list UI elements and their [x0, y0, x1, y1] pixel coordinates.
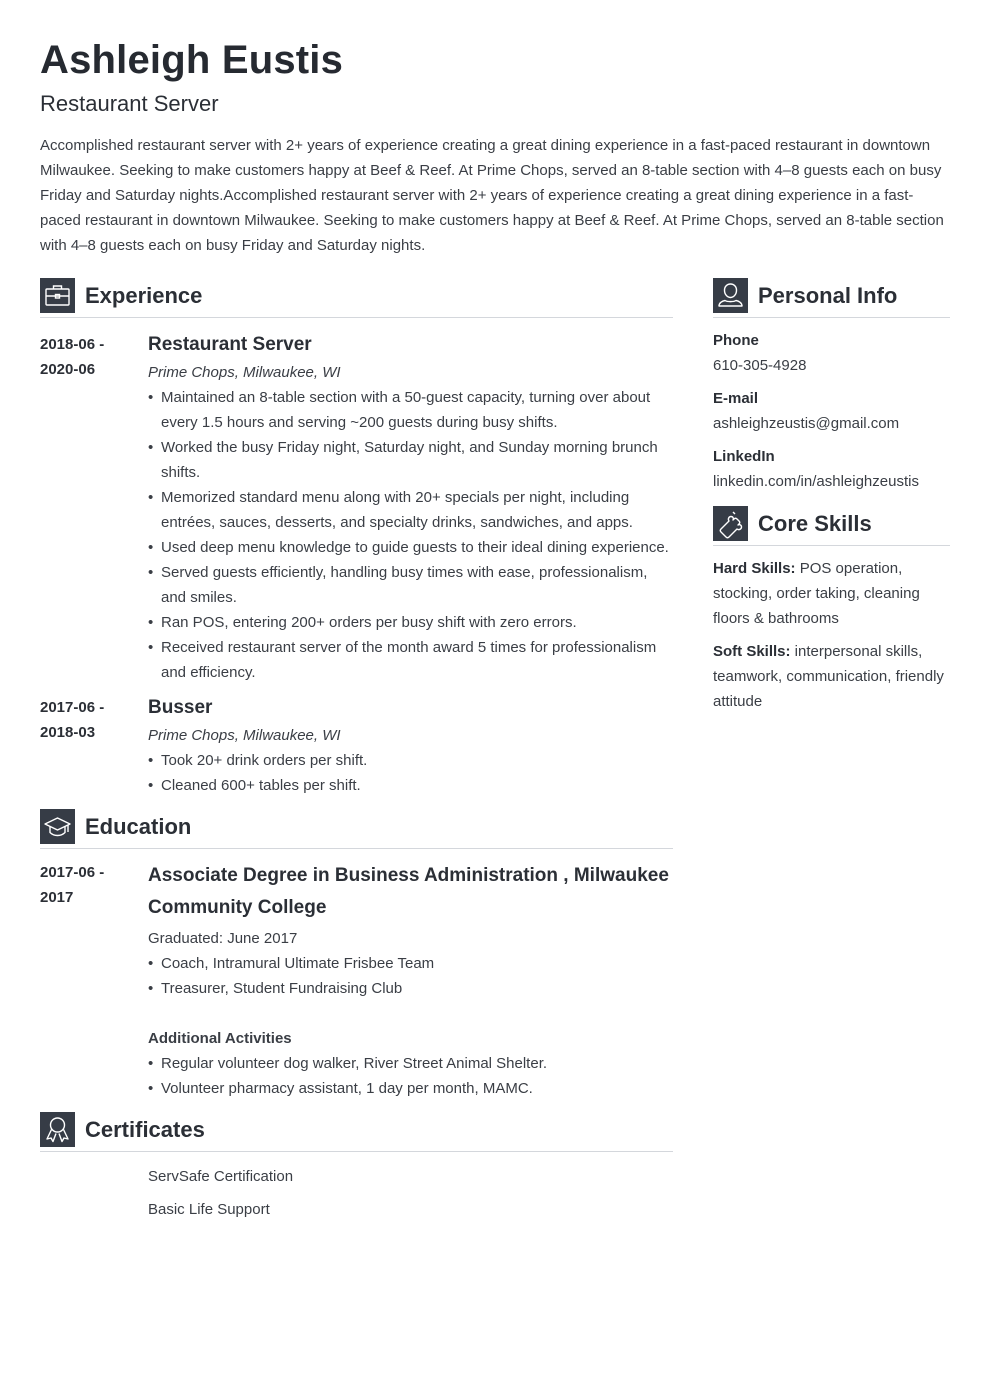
list-item: • Maintained an 8-table section with a 50-guest capacity, turning over about every 1.5 hours and serving ~200 guests during busy shifts.: [148, 385, 673, 435]
core-skills-section-header: [713, 506, 950, 546]
award-ribbon-icon: [40, 1112, 75, 1147]
list-item: • Took 20+ drink orders per shift.: [148, 748, 673, 773]
personal-info-list: [713, 328, 950, 494]
additional-activities-heading: Additional Activities: [148, 1030, 292, 1047]
education-heading: Education: [85, 814, 192, 839]
phone-label: Phone: [713, 332, 759, 349]
personal-info-heading: Personal Info: [758, 283, 898, 308]
soft-skills-value: interpersonal skills, teamwork, communication, friendly attitude: [713, 643, 944, 710]
left-column: [40, 278, 673, 1230]
education-dates: [40, 860, 140, 910]
list-item: • Regular volunteer dog walker, River Street Animal Shelter.: [148, 1051, 673, 1076]
job-entry: [40, 332, 673, 685]
core-skills-heading: Core Skills: [758, 511, 872, 536]
job-dates: [40, 695, 140, 745]
hard-skills-label: Hard Skills:: [713, 560, 796, 577]
job-role: Restaurant Server: [148, 334, 312, 355]
hard-skills-value: POS operation, stocking, order taking, cleaning floors & bathrooms: [713, 560, 920, 627]
graduation-cap-icon: [40, 809, 75, 844]
soft-skills: [713, 639, 950, 714]
education-date-start: 2017-06 -: [40, 864, 105, 881]
personal-info-section-header: [713, 278, 950, 318]
education-date-end: 2017: [40, 889, 74, 906]
right-column: [713, 278, 950, 722]
certificate-item: ServSafe Certification: [148, 1168, 294, 1185]
list-item: • Cleaned 600+ tables per shift.: [148, 773, 673, 798]
job-entry: [40, 695, 673, 798]
hard-skills: [713, 556, 950, 631]
list-item: • Worked the busy Friday night, Saturday night, and Sunday morning brunch shifts.: [148, 435, 673, 485]
list-item: • Served guests efficiently, handling busy times with ease, professionalism, and smiles.: [148, 560, 673, 610]
education-bullets: [148, 951, 673, 1001]
job-date-start: 2017-06 -: [40, 699, 105, 716]
briefcase-icon: [40, 278, 75, 313]
puzzle-piece-icon: [713, 506, 748, 541]
additional-activities-bullets: [148, 1051, 673, 1101]
certificates-heading: Certificates: [85, 1117, 205, 1142]
job-dates: [40, 332, 140, 382]
phone-value: 610-305-4928: [713, 357, 807, 374]
experience-section-header: [40, 278, 673, 318]
job-date-end: 2018-03: [40, 724, 96, 741]
job-company: Prime Chops, Milwaukee, WI: [148, 727, 341, 744]
summary-paragraph: Accomplished restaurant server with 2+ years of experience creating a great dining experience in a fast-paced restaurant in downtown Milwaukee. Seeking to make customers happy at Beef & Reef. At Prime Chops, served an 8-table section with 4–8 guests each on busy Friday and Saturday nights.Accomplished restaurant server with 2+ years of experience creating a great dining experience in a fast-paced restaurant in downtown Milwaukee. Seeking to make customers happy at Beef & Reef. At Prime Chops, served an 8-table section with 4–8 guests each on busy Friday and Saturday nights.: [40, 137, 944, 254]
job-company: Prime Chops, Milwaukee, WI: [148, 364, 341, 381]
linkedin-label: LinkedIn: [713, 448, 775, 465]
email-value: ashleighzeustis@gmail.com: [713, 415, 900, 432]
graduation-date: Graduated: June 2017: [148, 930, 298, 947]
candidate-name: Ashleigh Eustis: [40, 38, 344, 82]
certificates-list: [40, 1164, 673, 1222]
experience-heading: Experience: [85, 283, 203, 308]
core-skills-list: [713, 556, 950, 714]
list-item: • Treasurer, Student Fundraising Club: [148, 976, 673, 1001]
list-item: • Volunteer pharmacy assistant, 1 day per month, MAMC.: [148, 1076, 673, 1101]
list-item: • Ran POS, entering 200+ orders per busy shift with zero errors.: [148, 610, 673, 635]
job-date-end: 2020-06: [40, 361, 96, 378]
job-date-start: 2018-06 -: [40, 336, 105, 353]
linkedin-value: linkedin.com/in/ashleighzeustis: [713, 473, 919, 490]
education-section-header: [40, 809, 673, 849]
list-item: • Used deep menu knowledge to guide guests to their ideal dining experience.: [148, 535, 673, 560]
job-bullets: [148, 385, 673, 685]
candidate-title: Restaurant Server: [40, 91, 219, 116]
person-icon: [713, 278, 748, 313]
list-item: • Coach, Intramural Ultimate Frisbee Team: [148, 951, 673, 976]
list-item: • Received restaurant server of the month award 5 times for professionalism and efficiency.: [148, 635, 673, 685]
education-entry: [40, 860, 673, 1101]
job-role: Busser: [148, 697, 213, 718]
certificates-section-header: [40, 1112, 673, 1152]
email-label: E-mail: [713, 390, 759, 407]
job-bullets: [148, 748, 673, 798]
soft-skills-label: Soft Skills:: [713, 643, 791, 660]
education-degree: Associate Degree in Business Administration , Milwaukee Community College: [148, 865, 669, 918]
certificate-item: Basic Life Support: [148, 1201, 270, 1218]
list-item: • Memorized standard menu along with 20+ specials per night, including entrées, sauces, desserts, and specialty drinks, sandwiches, and apps.: [148, 485, 673, 535]
